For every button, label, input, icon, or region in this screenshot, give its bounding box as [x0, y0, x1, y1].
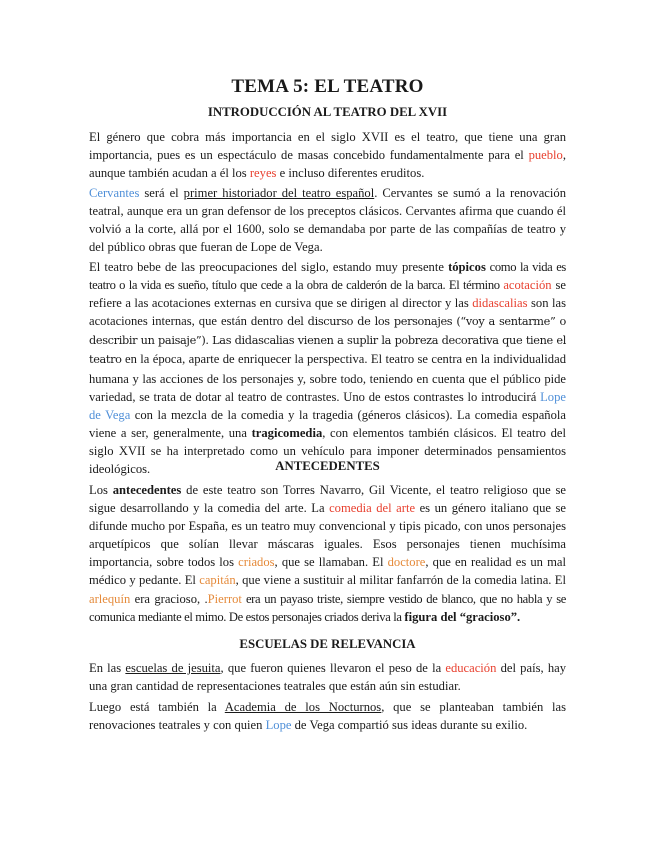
text: , que fueron quienes llevaron el peso de la — [220, 661, 446, 675]
bold-tragicomedia: tragicomedia — [251, 425, 323, 440]
keyword-cervantes: Cervantes — [89, 186, 140, 200]
paragraph-academia — [89, 698, 566, 734]
keyword-educacion: educación — [445, 661, 497, 675]
text: se refiere a las acotaciones externas en cursiva que se dirigen al director y las — [89, 278, 567, 311]
text: , que en realidad es un mal médico y pedante. El — [89, 555, 566, 588]
text: es un género italiano que se difunde mucho por España, es un teatro muy convencional y tipis picado, con unos personajes arquetípicos que solían llevar máscaras iguales. Esos personajes tienen muchísima importancia, sobre todos los — [89, 501, 566, 570]
text: En las — [89, 661, 126, 675]
keyword-comedia-del-arte: comedia del arte — [329, 501, 416, 516]
keyword-lope: Lope — [265, 718, 292, 733]
bold-topicos: tópicos — [448, 260, 486, 274]
text: de este teatro son Torres Navarro, Gil Vicente, el teatro religioso que se sigue desarrollando y la comedia del arte. La — [89, 483, 566, 516]
paragraph-teatro — [89, 258, 566, 478]
keyword-criados: criados — [238, 555, 275, 570]
document-title: TEMA 5: EL TEATRO — [231, 76, 424, 97]
keyword-lope-de-vega: Lope de Vega — [89, 389, 566, 422]
bold-figura-gracioso: figura del “gracioso”. — [404, 609, 521, 624]
text: son las acotaciones internas, que están dentro — [89, 296, 566, 329]
text: de Vega compartió sus ideas durante su exilio. — [291, 718, 528, 733]
underlined-historiador: primer historiador del teatro español — [183, 186, 375, 200]
text: era un payaso triste, siempre vestido de blanco, que no habla y se comunica mediante el mimo. De estos personajes criados deriva la — [89, 591, 566, 624]
text: El teatro bebe de las preocupaciones del siglo, estando muy presente — [89, 260, 449, 274]
keyword-capitan: capitán — [199, 573, 236, 588]
keyword-didascalias: didascalias — [472, 296, 528, 311]
underlined-academia: Academia de los Nocturnos — [224, 700, 382, 714]
text: como la vida es teatro o la vida es sueño, título que cede a la obra de calderón de la barca. El término — [89, 260, 566, 293]
text: del país, hay una gran cantidad de representaciones teatrales que están aún sin estudiar. — [89, 661, 567, 694]
text: Luego está también la — [89, 700, 225, 714]
text: El género que cobra más importancia en el siglo XVII es el teatro, que tiene una gran importancia, pues es un espectáculo de masas concebido fundamentalmente para el — [89, 130, 566, 163]
keyword-reyes: reyes — [249, 166, 277, 181]
bold-antecedentes: antecedentes — [112, 483, 182, 497]
paragraph-antecedentes — [89, 481, 566, 626]
heading-introduccion: INTRODUCCIÓN AL TEATRO DEL XVII — [207, 105, 448, 119]
paragraph-cervantes — [89, 184, 566, 256]
text: en la época, aparte de enriquecer la perspectiva. El teatro se centra en la individualidad humana y las acciones de los personajes y, sobre todo, teniendo en cuenta que el público pide variedad, se trata de dotar al teatro de contrastes. Uno de estos contrastes lo introducirá — [89, 352, 566, 404]
text: , aunque también acudan a él los — [89, 148, 566, 181]
underlined-escuelas-jesuita: escuelas de jesuita — [125, 661, 221, 675]
text: , con elementos también clásicos. El teatro del siglo XVII se ha interpretado como un vehículo para imponer determinados pensamientos ideológicos. — [89, 425, 566, 477]
text-discurso: del discurso de los personajes (“voy a sentarme” o describir un paisaje”). Las didascalias vienen a suplir la pobreza decorativa que tiene el teatro — [89, 315, 566, 367]
text: Los — [89, 483, 113, 497]
keyword-pueblo: pueblo — [528, 148, 563, 163]
paragraph-intro — [89, 128, 566, 182]
heading-antecedentes: ANTECEDENTES — [275, 459, 380, 473]
keyword-pierrot: Pierrot — [207, 591, 242, 606]
text: , que viene a sustituir al militar fanfarrón de la comedia latina. El — [235, 573, 566, 588]
text: . Cervantes se sumó a la renovación teatral, aunque era un gran defensor de los preceptos clásicos. Cervantes afirma que cuando él volvió a la corte, allá por el 1600, solo se demandaba por parte de las compañías de teatro y del público obras que fueran de Lope de Vega. — [89, 186, 566, 255]
text: , que se llamaban. El — [274, 555, 388, 570]
text: era gracioso, . — [130, 591, 208, 606]
keyword-doctore: doctore — [387, 555, 426, 570]
keyword-arlequin: arlequín — [89, 591, 131, 606]
heading-escuelas: ESCUELAS DE RELEVANCIA — [239, 637, 416, 651]
text: con la mezcla de la comedia y la tragedia (géneros clásicos). La comedia española viene a ser, generalmente, una — [89, 407, 566, 440]
text: e incluso diferentes eruditos. — [276, 166, 425, 181]
text: será el — [139, 186, 184, 200]
paragraph-escuelas — [89, 659, 566, 695]
text: , que se planteaban también las renovaciones teatrales y con quien — [89, 700, 566, 733]
keyword-acotacion: acotación — [503, 278, 552, 293]
